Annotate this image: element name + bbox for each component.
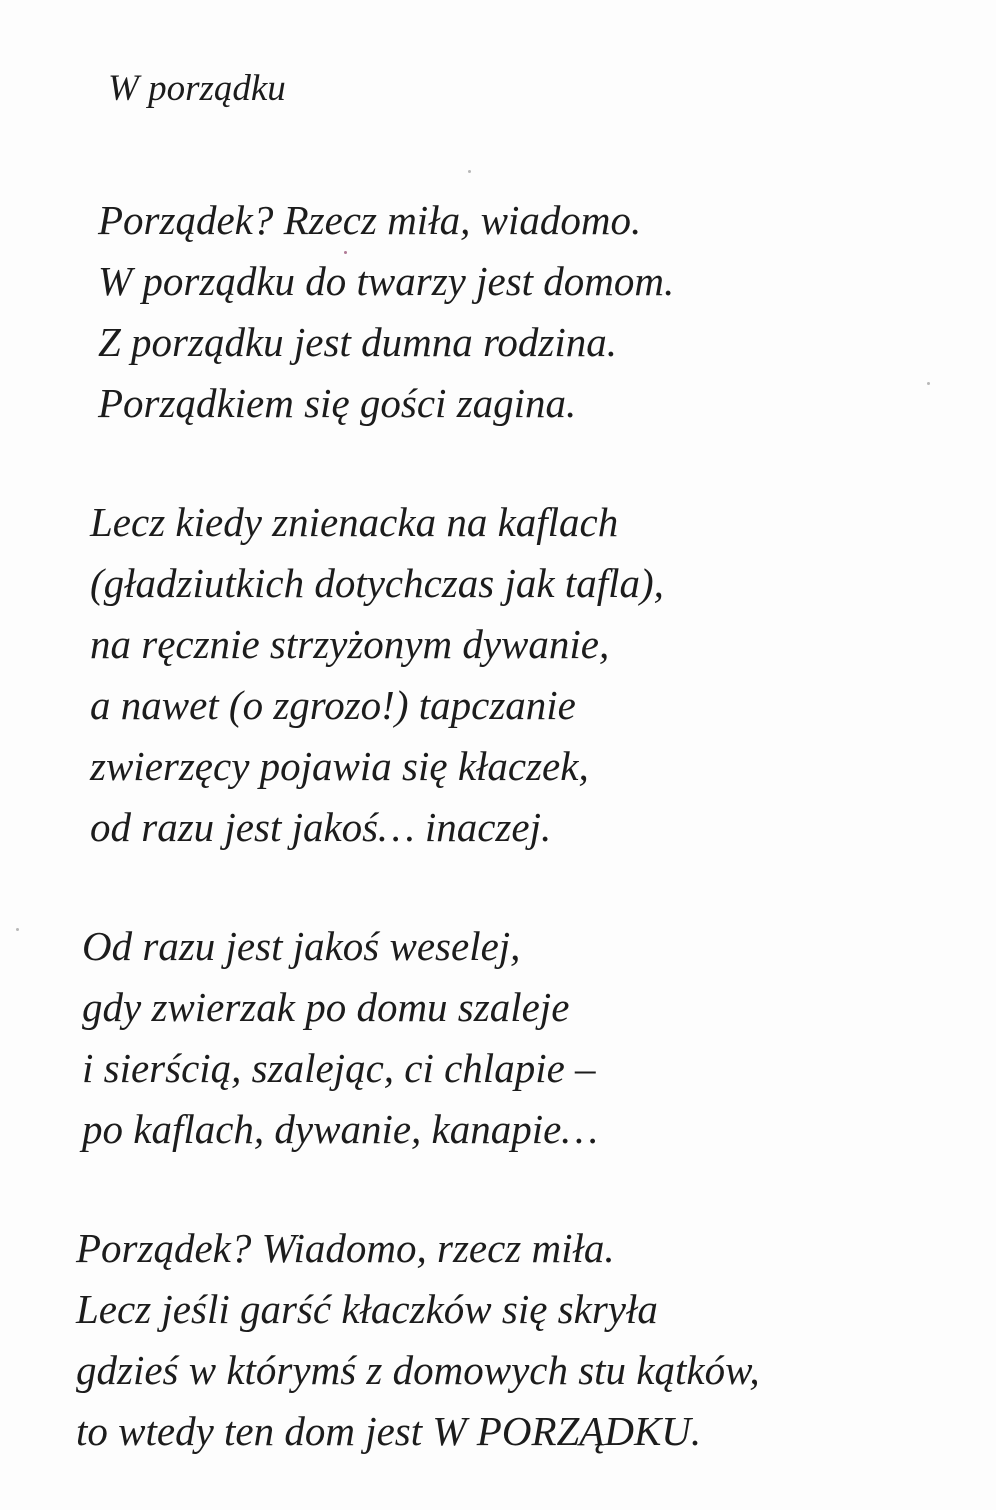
poem-line: a nawet (o zgrozo!) tapczanie (90, 682, 576, 728)
poem-line: Z porządku jest dumna rodzina. (98, 319, 617, 365)
poem-line: gdy zwierzak po domu szaleje (82, 984, 570, 1030)
poem-title: W porządku (108, 68, 286, 109)
poem-line: Porządek? Wiadomo, rzecz miła. (76, 1225, 615, 1271)
stanza-1 (98, 190, 958, 434)
scan-speck (16, 928, 19, 931)
poem-line: na ręcznie strzyżonym dywanie, (90, 621, 610, 667)
poem-line: po kaflach, dywanie, kanapie… (82, 1106, 598, 1152)
poem-line: zwierzęcy pojawia się kłaczek, (90, 743, 589, 789)
poem-line: W porządku do twarzy jest domom. (98, 258, 675, 304)
poem-line: Porządek? Rzecz miła, wiadomo. (98, 197, 642, 243)
poem-line: (gładziutkich dotychczas jak tafla), (90, 560, 664, 606)
poem-line: i sierścią, szalejąc, ci chlapie – (82, 1045, 596, 1091)
poem-line: gdzieś w którymś z domowych stu kątków, (76, 1347, 760, 1393)
scan-speck (927, 382, 930, 385)
poem-line: Lecz jeśli garść kłaczków się skryła (76, 1286, 658, 1332)
poem-line: od razu jest jakoś… inaczej. (90, 804, 552, 850)
scan-speck (344, 251, 347, 254)
stanza-2 (90, 492, 950, 858)
poem-line: Lecz kiedy znienacka na kaflach (90, 499, 619, 545)
scan-speck (468, 170, 471, 173)
stanza-3 (82, 916, 942, 1160)
poem-line: to wtedy ten dom jest W PORZĄDKU. (76, 1408, 702, 1454)
poem-line: Od razu jest jakoś weselej, (82, 923, 521, 969)
poem-line: Porządkiem się gości zagina. (98, 380, 577, 426)
stanza-4 (76, 1218, 936, 1462)
